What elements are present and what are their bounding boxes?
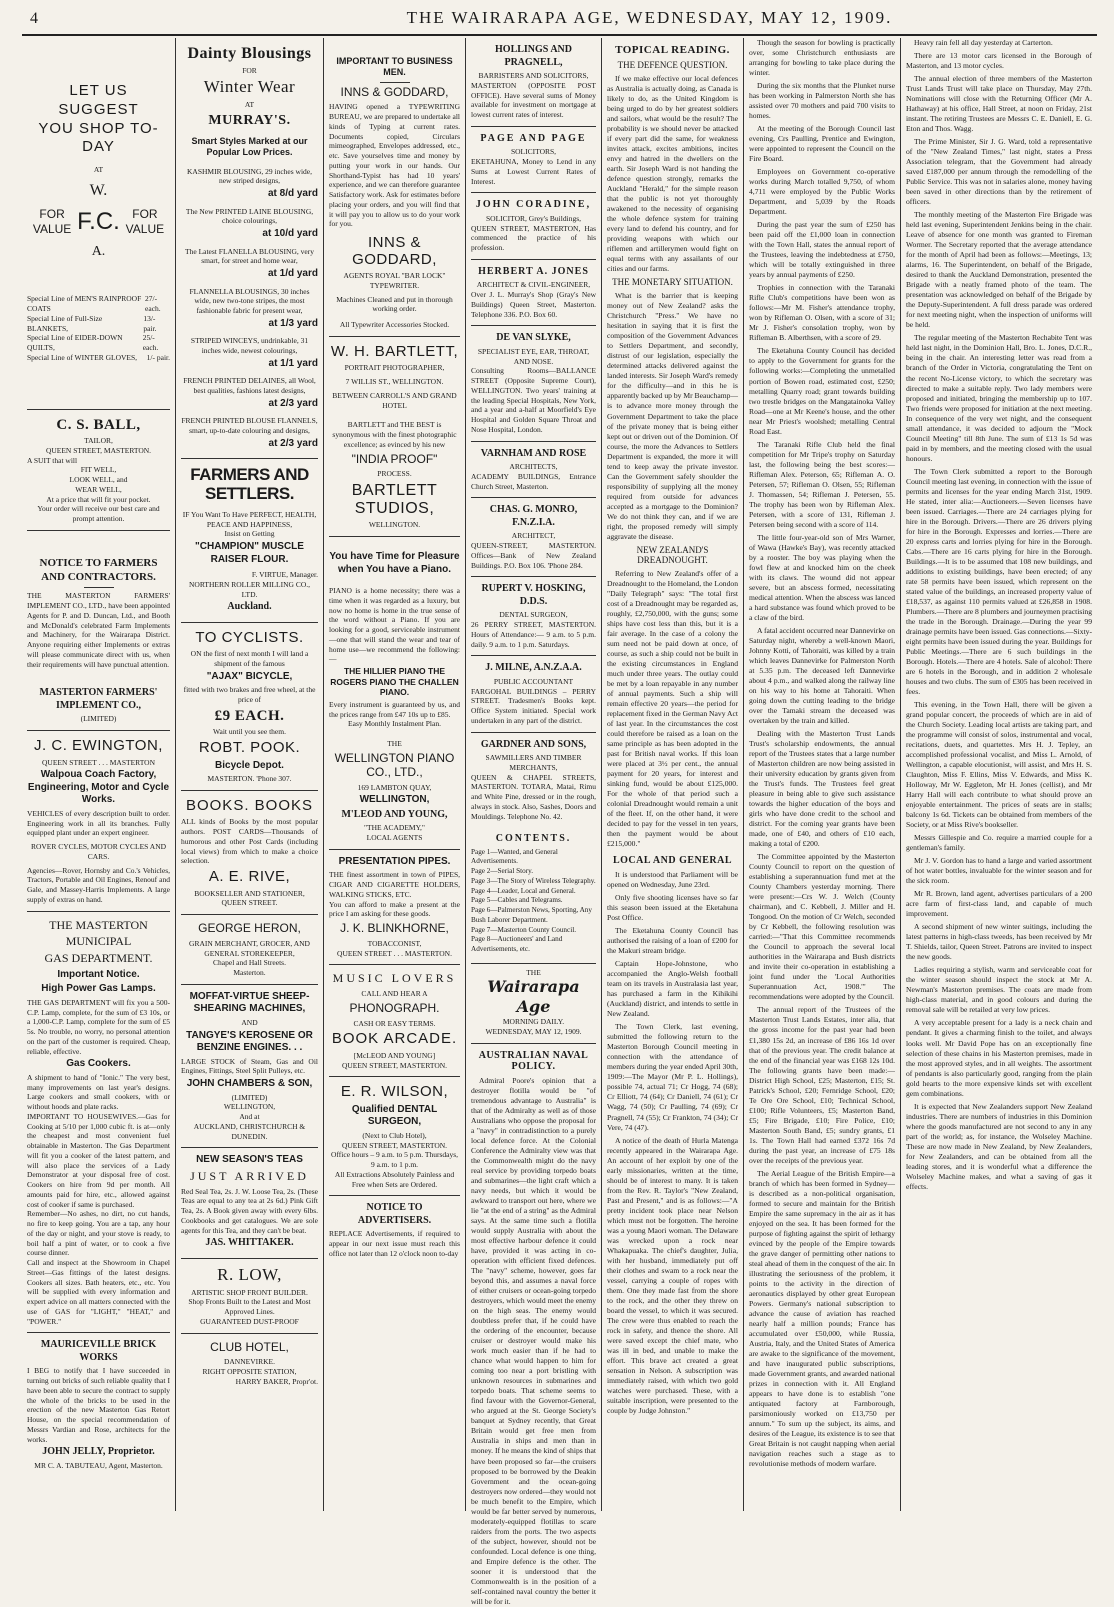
wilson-hours: Office hours – 9 a.m. to 5 p.m. Thursdays, 9 a.m. to 1 p.m.: [331, 1150, 458, 1170]
list-item-price: at 1/1 yard: [268, 357, 318, 369]
list-item-price: at 10/d yard: [262, 228, 318, 240]
club-name: CLUB HOTEL,: [210, 1339, 289, 1354]
contents-title: CONTENTS.: [495, 833, 572, 845]
blouse-title: MURRAY'S.: [208, 112, 291, 128]
gas-title: THE MASTERTON: [49, 917, 148, 932]
article-paragraph: The monthly meeting of the Masterton Fire Brigade was held last evening, Superintendent Jenkins being in the chair. Leave of absence for one month was granted to Fireman Wormer. The Secretary reported that the average attendance for the month of April had been as follows:—Meetings, 13; alarms, 16. The Superintendent, on behalf of the Brigade, desired to thank the Auckland Demonstration, presented the Brigade with a neatly framed photo of the team. The presentation was acknowledged on behalf of the Brigade by the Deputy-Superintendent. A full dress parade was ordered for next meeting night, when the inspection of uniforms will be held.: [906, 210, 1092, 330]
wilson-trade: Qualified DENTAL SURGEON,: [351, 1103, 438, 1128]
music-title: MUSIC LOVERS: [332, 971, 457, 986]
piano-ad: [329, 537, 460, 850]
list-item: Page 7—Masterton County Council.: [471, 925, 577, 934]
wilson-addr: QUEEN STREET, MASTERTON.: [341, 1140, 448, 1150]
contents-list: [471, 848, 596, 955]
list-item: Special Line of WINTER GLOVES, 1/- pair.: [27, 352, 170, 362]
column-5: [602, 38, 743, 1511]
moffat-and2: And at: [239, 1112, 260, 1122]
wilson-ad: [329, 1077, 460, 1196]
article-paragraph: A second shipment of new winter suitings, including the latest patterns in high-class tweeds, has been received by Mr T. Shields, tailor, Queen Street. Patrons are invited to inspect the new goods.: [906, 922, 1092, 962]
piano-body: PIANO is a home necessity; there was a time when it was regarded as a luxury, but now no home is home in the true sense of the word without a Piano. If you are looking for a good, serviceable instrument—one that will stand the wear and tear of home use—we recommend the following:—: [329, 586, 460, 664]
piano-academy: "THE ACADEMY,": [364, 823, 425, 833]
nameplate-date: WEDNESDAY, MAY 12, 1909.: [485, 1027, 582, 1037]
bartlett-proof: "INDIA PROOF": [351, 451, 438, 466]
pipes-addr: QUEEN STREET . . . MASTERTON.: [337, 948, 452, 958]
wilson-body: All Extractions Absolutely Painless and Free when Sets are Ordered.: [334, 1169, 455, 1189]
shop-ad-right: FOR VALUE: [125, 206, 165, 236]
article-paragraph: Though the season for bowling is practically over, some Christchurch enthusiasts are arranging for bowling to take place during the winter.: [749, 38, 895, 78]
shop-ad-c: C.: [95, 207, 120, 235]
ball-name: C. S. BALL,: [56, 416, 141, 433]
bartlett-name: W. H. BARTLETT,: [330, 342, 459, 360]
list-item: Page 4—Leader, Local and General.: [471, 886, 576, 895]
piano-local: LOCAL AGENTS: [366, 833, 423, 842]
article-paragraph: During the past year the sum of £250 has been paid off the £1,000 loan in connection with the Town Hall, states the annual report of the Trustees, leaving the indebtedness at £750, which will be totally extinguished in three years by annual payments of £250.: [749, 220, 895, 280]
professional-card: HOLLINGS AND PRAGNELL, BARRISTERS AND SOLICITORS, MASTERTON (OPPOSITE POST OFFICE). Have several sums of Money available for investment on mortgage at lowest current rates of interest.: [471, 38, 596, 127]
ball-line: WEAR WELL,: [75, 484, 122, 494]
article-subtitle: NEW ZEALAND'S DREADNOUGHT.: [636, 544, 709, 565]
column-2: [176, 38, 323, 1511]
blouse-title: Winter Wear: [203, 77, 296, 97]
article-paragraph: Mr R. Brown, land agent, advertises particulars of a 200 acre farm of first-class land, and capable of much improvement.: [906, 889, 1092, 919]
advertisers-body: REPLACE Advertisements, if required to appear in our next issue must reach this office not later than 12 o'clock noon to-day: [329, 1229, 460, 1258]
cyclists-name: ROBT. POOK.: [198, 739, 301, 757]
business-ad: [329, 38, 460, 337]
ball-trade: TAILOR,: [84, 436, 113, 445]
farmers-sig: MASTERTON FARMERS' IMPLEMENT CO.,: [39, 687, 158, 711]
masthead-title: THE WAIRARAPA AGE, WEDNESDAY, MAY 12, 1909.: [406, 8, 893, 27]
column-4: [466, 38, 601, 1606]
gas-body: Remember—No ashes, no dirt, no cut hands, no fire to keep going. You are a tap, any hour of the day or night, and your stove is ready, to boil half a pint of water, or to cook a five course dinner.: [27, 1209, 170, 1258]
brick-ad: [27, 1333, 170, 1476]
professional-card: J. MILNE, A.N.Z.A.A. PUBLIC ACCOUNTANT FARGOHAL BUILDINGS – PERRY STREET. Tradesmen's Books kept. Office System initiated. Special work undertaken in any part of the district.: [471, 656, 596, 732]
nameplate-the: THE: [526, 967, 541, 977]
ball-line: Your order will receive our best care and prompt attention.: [37, 504, 160, 523]
club-body: RIGHT OPPOSITE STATION,: [202, 1367, 297, 1377]
masthead: [22, 6, 1097, 36]
list-item-price: at 1/3 yard: [268, 317, 318, 329]
business-firm: INNS & GODDARD,: [352, 234, 437, 268]
article-paragraph: The annual election of three members of the Masterton Trust Lands Trust will take place on Thursday, May 27th. Nominations will close with the Returning Officer (Mr A. Hathaway) at his office, Hall Street, at noon on Friday, 21st instant. The retiring Trustees are Messrs C. E. Daniell, E. G. Eton and Thos. Wagg.: [906, 74, 1092, 134]
bartlett-process: PROCESS.: [377, 469, 412, 479]
article-paragraph: The Town Clerk submitted a report to the Borough Council meeting last evening, in connection with the issue of permits and licenses for the year ending March 31st, 1909. He stated, inter alia:—Auctioneers.—Seven licenses have been issued. Carriages.—There are 24 carriages plying for hire in the Borough. Drivers.—There are 26 drivers plying for hire in the Borough. Expresses and lorries.—There are 20 express carts and lorries plying for hire in the Borough. Cabs.—There are 16 carts plying for hire in the Borough. Buildings.—It is to be assumed that 108 new buildings, and additions to existing buildings, have been erected; of any rate 58 permits have been issued, which represent on the stated value of the buildings, an increased property value of £18,537, as against 110 permits valued at £26,858 in 1908. Plumbers.—There are 8 plumbers and journeymen practising the trade in the Borough. Drainage.—During the year 99 drainage permits have been issued. Gas connections.—Sixty-eight permits have been issued during the year. Buildings for Public Meetings.—There are 6 such buildings in the Borough. Hotels.—There are 4 hotels. Sale of alcohol: There are 6 hotels in the Borough, and in addition 2 wholesale houses and two clubs. The sum of £305 has been received in fees.: [906, 466, 1092, 696]
shop-ad: [27, 38, 170, 410]
list-item-price: at 2/3 yard: [268, 397, 318, 409]
article-title: AUSTRALIAN NAVAL POLICY.: [478, 1049, 589, 1072]
article-paragraph: During the six months that the Plunket nurse has been working in Palmerston North she has assisted over 70 mothers and paid 700 visits to homes.: [749, 81, 895, 121]
shop-ad-value-row: [27, 207, 170, 237]
dreadnought-article: [607, 545, 738, 849]
teas-ad: [181, 1148, 318, 1259]
brick-agent: MR C. A. TABUTEAU, Agent, Masterton.: [34, 1460, 163, 1470]
settlers-co: NORTHERN ROLLER MILLING CO., LTD.: [189, 579, 310, 599]
music-addr: QUEEN STREET, MASTERTON.: [341, 1060, 448, 1070]
article-paragraph: A notice of the death of Hurla Matenga recently appeared in the Wairarapa Age. An account of her exploit by one of the early missionaries, written at the time, should be of interest to many. It is taken from the Rev. R. Taylor's "New Zealand, Past and Present," and is as follows:—"A pretty incident took place near Nelson which must not be forgotten. The heroine was a young Maori woman. The Delaware was wrecked upon a rock near Whakapuaka. The chief's daughter, Julia, with her husband, immediately put off their clothes and swam to a rock near the vessel, carrying a couple of ropes with them. One they made fast from the shore to the rock, and the other they threw on board the vessel, to which it was secured. The crew were thus enabled to reach the rock in safety, and thence the shore. All were saved except the chief mate, who was ill in bed, and unable to make the effort. This brave act created a great sensation in Nelson. A subscription was immediately raised, with which two gold watches were purchased. These, with a suitable inscription, were presented to the couple by Judge Johnston.": [607, 1135, 738, 1415]
article-paragraph: What is the barrier that is keeping money out of New Zealand? asks the Christchurch "Press." We have no hesitation in saying that it is first the composition of the Government Advances to Settlers Department, and secondly, distrust of our legislation, especially the determined attacks delivered against the landed interests. Sir Joseph Ward's remedy for the difficulty—and in this he is apparently backed up by Mr Beauchamp—is to advance more money through the Government Department to take the place of the private money that is being either kept out or driven out of the Dominion. Of course, the more the Advances to Settlers Department is expanded, the more it will tend to keep away the private investor. Can the Government safely shoulder the responsibility of supplying all the money required from outside for advances accepted as a mortgage to the Dominion? We do not think they can, and if we are right, the proposed remedy will simply aggravate the disease.: [607, 291, 738, 541]
heron-body: GRAIN MERCHANT, GROCER, AND GENERAL STOREKEEPER,: [189, 938, 310, 958]
moffat-title: TANGYE'S KEROSENE OR BENZINE ENGINES. . .: [186, 1029, 313, 1054]
gas-body: THE GAS DEPARTMENT will fix you a 500-C.P. Lamp, complete, for the sum of £3 10s, or a 1,000-C.P. Lamp, complete for the sum of £5 5s. No trouble, no worry, no personal attention on the part of the customer is required. Cheap, reliable, effective.: [27, 997, 170, 1056]
piano-city: WELLINGTON,: [359, 794, 430, 806]
article-paragraph: Heavy rain fell all day yesterday at Carterton.: [914, 38, 1053, 47]
piano-co: WELLINGTON PIANO CO., LTD.,: [334, 750, 455, 779]
cyclists-wait: Wait until you see them.: [213, 727, 286, 737]
low-dust: GUARANTEED DUST-PROOF: [200, 1316, 299, 1326]
bartlett-addr: 7 WILLIS ST., WELLINGTON.: [345, 377, 444, 387]
gas-body: Call and inspect at the Showroom in Chapel Street—Gas fittings of the latest designs. Cookers all sizes. Bath heaters, etc., etc. You will be supplied with every information and expert advice on all matters connected with the use of GAS for "LIGHT," "HEAT," and "POWER.": [27, 1258, 170, 1326]
music-ad: [329, 965, 460, 1077]
blouse-title: Dainty Blousings: [187, 45, 312, 62]
article-paragraph: The Town Clerk, last evening, submitted the following return to the Masterton Borough Council meeting in connection with the attendance of members during the year ended April 30th, 1909:—The Mayor (Mr P. L. Hollings), possible 74, actual 71; Cr Hogg, 74 (68); Cr Elliott, 74 (64); Cr Daniell, 74 (61); Cr Wagg, 74 (50); Cr Paulling, 74 (69); Cr Pragnell, 74 (55); Cr Frankton, 74 (34); Cr Vere, 74 (47).: [607, 1022, 738, 1132]
moffat-title: MOFFAT-VIRTUE SHEEP-SHEARING MACHINES,: [189, 990, 310, 1015]
settlers-title: FARMERS AND SETTLERS.: [190, 465, 309, 504]
list-item: Special Line of EIDER-DOWN QUILTS, 25/- each.: [27, 333, 159, 352]
heron-city: Masterton.: [233, 968, 266, 978]
gas-title: GAS DEPARTMENT.: [44, 951, 153, 966]
piano-title: You have Time for Pleasure when You have a Piano.: [329, 551, 460, 575]
article-subtitle: THE DEFENCE QUESTION.: [617, 60, 728, 70]
article-paragraph: A fatal accident occurred near Dannevirke on Saturday night, whereby a well-known Maori, Johnny Kotti, of Tahoraiti, was killed by a train which leaves Dannevirke for Palmerston North at 5.35 p.m. The deceased left Dannevirke about 4 p.m., and walked along the railway line on his way to his home at Tahoraiti. When going down the cutting leading to the bridge over the Tamaki stream the deceased was overtaken by the train and killed.: [749, 625, 895, 726]
moffat-body: LARGE STOCK of Steam, Gas and Oil Engines, Fittings, Steel Split Pulleys, etc.: [181, 1056, 318, 1076]
ewington-line: ROVER CYCLES, MOTOR CYCLES AND CARS.: [30, 842, 167, 861]
article-paragraph: Referring to New Zealand's offer of a Dreadnought to the Homeland, the London "Daily Telegraph" says: "The total first cost of a Dreadnought may be regarded as, roughly, £2,750,000, with the guns; some ships have cost less than this, but it is a fair average. In the case of a colony the sum need not be paid down at once, of course, as such a ship could not be built in the existing circumstances in England much under three years. The outlay could be met by a loan repayable in any number of annual payments. Such a ship will remain effective 20 years—the period for replacement fixed in the German Navy Act of last year. In the circumstances the cost could therefore be raised as a loan on the same principle as has been adopted in the past for British naval works. If this loan were placed at 3½ per cent., the annual payment for 20 years, for interest and sinking fund, would be about £125,000. For the whole of that period such a colonial Dreadnought would remain a unit of the fleet. If, on the other hand, it were decided to pay for the vessel in ten years, then the payment would be about £215,000.": [607, 568, 738, 849]
shop-ad-left: FOR VALUE: [32, 206, 72, 236]
teas-arrived: JUST ARRIVED: [190, 1168, 309, 1183]
cyclists-price: £9 EACH.: [214, 707, 285, 724]
nameplate-daily: MORNING DAILY.: [502, 1017, 565, 1027]
pipes-body: You can afford to make a present at the price I am asking for these goods.: [329, 899, 460, 919]
music-firm: [McLEOD AND YOUNG]: [353, 1050, 436, 1060]
piano-names: THE HILLIER PIANO THE ROGERS PIANO THE CHALLEN PIANO.: [330, 666, 459, 698]
list-item: Special Line of Full-Size BLANKETS, 13/- pair.: [27, 313, 157, 333]
list-item: FRENCH PRINTED DELAINES, all Wool, best qualities, fashions latest designs,: [183, 376, 316, 396]
list-item: Page 1—Wanted, and General Advertisements.: [471, 847, 558, 866]
shop-ad-lines: [27, 294, 170, 362]
list-item: FLANNELLA BLOUSINGS, 30 inches wide, new two-tone stripes, the most fashionable fabric for present wear,: [189, 286, 310, 316]
advertisers-title: NOTICE TO ADVERTISERS.: [357, 1202, 432, 1226]
business-agents: AGENTS ROYAL "BAR LOCK" TYPEWRITER.: [343, 271, 446, 290]
advertisers-notice: [329, 1196, 460, 1264]
bartlett-between: BETWEEN CARROLL'S AND GRAND HOTEL: [332, 390, 457, 410]
list-item: The Latest FLANELLA BLOUSING, very smart, for street and home wear,: [185, 246, 314, 266]
settlers-product: "CHAMPION" MUSCLE RAISER FLOUR.: [195, 541, 304, 565]
ball-line: A SUIT that will: [27, 455, 78, 465]
blouse-for: FOR: [242, 65, 257, 75]
moffat-firm: JOHN CHAMBERS & SON,: [186, 1078, 313, 1090]
ewington-body: VEHICLES of every description built to order. Engineering work in all its branches. Fully equipped plant under an expert engineer.: [27, 808, 170, 838]
piano-the: THE: [387, 739, 402, 749]
farmers-body: THE MASTERTON FARMERS' IMPLEMENT CO., LTD., have been appointed Agents for P. and D. Duncan, Ltd., and Booth and McDonald's celebrated Farm Implements and Machinery, for the Wairarapa District. Anyone requiring either Implements or extras will please communicate direct with us, when their requirements will have punctual attention.: [27, 591, 170, 669]
article-paragraph: This evening, in the Town Hall, there will be given a grand popular concert, the proceeds of which are in aid of the Church Society. Leading local artists are taking part, and the programme will consist of solos, instrumental and vocal, recitations, duets, and quartettes. Mrs H. J. Tepley, an accomplished professional vocalist, and Miss L. Arnold, of Wellington, a capable elocutionist, will assist, and Mrs H. S. Claughton, Miss F. Ellins, Miss V. Edwards, and Miss K. Holloway, Mr W. Eggleton, Mr H. Jones (cellist), and Mr Harry Hall will each contribute to what should prove an enjoyable entertainment. The prices of seats are in stalls; balcony 1s 6d. Tickets can be obtained from members of the Society, or at Miss Rive's bookseller.: [906, 700, 1092, 830]
moffat-ltd: (LIMITED): [231, 1092, 268, 1102]
cyclists-body: fitted with two brakes and free wheel, at the price of: [183, 685, 316, 705]
moffat-city: WELLINGTON,: [223, 1102, 276, 1112]
column-1: [22, 38, 175, 1511]
cyclists-title: TO CYCLISTS.: [195, 628, 304, 646]
moffat-and: AND: [241, 1017, 258, 1027]
business-body: Machines Cleaned and put in thorough working order.: [336, 294, 453, 314]
club-sig: HARRY BAKER, Propr'ot.: [235, 1376, 318, 1386]
settlers-sig: F. VIRTUE, Manager.: [251, 570, 318, 580]
settlers-city: Auckland.: [227, 601, 272, 613]
piano-terms: Easy Monthly Instalment Plan.: [348, 719, 441, 729]
brick-title: MAURICEVILLE BRICK WORKS: [40, 1339, 157, 1363]
article-paragraph: The Aerial League of the British Empire—a branch of which has been formed in Sydney—is described as a non-political organisation, formed to secure and maintain for the British Empire the same supremacy in the air as it has enjoyed on the sea. It has been formed for the purpose of fighting against the spirit of lethargy evinced by the people of the Empire towards the grave danger of permitting other nations to steal ahead of them in the conquest of the air. In illustrating the seriousness of the problem, it points to the activity in the direction of aeronautics displayed by other great European Powers. Germany's national subscription to advance the cause of aviation has reached nearly half a million pounds; France has accumulated over £50,000, while Russia, Austria, Italy, and the United States of America are awake to the significance of the movement, and have inaugurated public subscriptions, made Government grants, and awarded national prizes in connection with it. All England appears to have done is to establish "one antiquated factory at Farnborough, parsimoniously worked on £13,750 per annum." To sum up the subject, its aims, and desires of the League, its existence is to see that Great Britain is not caught napping when aerial navigation reaches such a stage as to revolutionise methods of modern warfare.: [749, 1168, 895, 1469]
farmers-title: NOTICE TO FARMERS AND CONTRACTORS.: [39, 556, 158, 583]
professional-card: VARNHAM AND ROSE ARCHITECTS, ACADEMY BUILDINGS, Entrance Church Street, Masterton.: [471, 442, 596, 499]
column-6: [744, 38, 900, 1511]
article-paragraph: At the meeting of the Borough Council last evening, Crs Paulling, Prentice and Ewington, were appointed to represent the Council on the Fire Board.: [749, 124, 895, 164]
shop-ad-at: AT: [93, 165, 104, 174]
ewington-sub: Walpoua Coach Factory, Engineering, Motor and Cycle Works.: [27, 769, 170, 806]
paper-nameplate: [471, 964, 596, 1044]
ewington-ad: [27, 731, 170, 912]
low-ad: [181, 1259, 318, 1334]
shop-ad-w: W.: [89, 181, 108, 199]
books-trade: BOOKSELLER AND STATIONER,: [194, 888, 305, 898]
article-paragraph: It is understood that Parliament will be opened on Wednesday, June 23rd.: [607, 870, 738, 890]
settlers-insist: Insist on Getting: [224, 529, 275, 539]
article-paragraph: The Prime Minister, Sir J. G. Ward, told a representative of the "New Zealand Times," last night, states a Press Association telegram, that the Government had already saved £187,000 per annum through the remodelling of the Public Service. This was not in salaries alone, money having been saved in other directions than by the retirement of officers.: [906, 137, 1092, 207]
article-paragraph: Messrs Gillespie and Co. require a married couple for a gentleman's family.: [906, 833, 1092, 853]
article-paragraph: It is expected that New Zealanders support New Zealand industries. There are numbers of industries in this Dominion where the goods manufactured are not second to any in any part of the world; as, for instance, the Wolseley Machine. These are now made in New Zealand, by New Zealanders, for New Zealanders, and can be obtained from all the leading stores, and it is wonderful what a difference the Wolseley Machine makes, and what a saving of gas it effects.: [906, 1101, 1092, 1191]
pipes-ad: [329, 850, 460, 966]
list-item: STRIPED WINCEYS, undrinkable, 31 inches wide, newest colourings,: [190, 336, 309, 356]
business-firm: INNS & GODDARD,: [340, 84, 449, 99]
ewington-agencies: Agencies—Rover, Hornsby and Co.'s Vehicles, Tractors, Portable and Oil Engines, Renouf and Gale, and Massey-Harris Implements. A large supply of extras on hand.: [27, 865, 170, 904]
gas-ad: [27, 912, 170, 1334]
column-7: [901, 38, 1097, 1511]
professional-card: HERBERT A. JONES ARCHITECT & CIVIL-ENGINEER, Over J. L. Murray's Shop (Gray's New Buildings) Queen Street, Masterton. Telephone 336. P.O. Box 60.: [471, 260, 596, 327]
business-body: All Typewriter Accessories Stocked.: [339, 320, 450, 330]
heron-addr: Chapel and Hall Streets.: [213, 958, 286, 968]
article-subtitle: THE MONETARY SITUATION.: [612, 277, 733, 288]
piano-addr: 169 LAMBTON QUAY,: [357, 782, 432, 792]
wilson-near: (Next to Club Hotel),: [362, 1130, 427, 1140]
shop-ad-line1: LET US SUGGEST: [58, 82, 139, 118]
article-paragraph: The annual report of the Trustees of the Masterton Trust Lands Estates, inter alia, that the gross income for the past year had been £1,380 15s 2d, an increase of £86 16s 1d over that of the previous year. The credit balance at the end of the financial year was £168 12s 10d. The following grants have been made:—District High School, £25; Masterton, £15; St. Patrick's School, £20; Fernridge School, £20; Te Ore Ore School, £10; Technical School, £100; Rifle Volunteers, £5; Masterton Band, £5; Fire Brigade, £10; Fire Police, £10; Masterton South Band, £5; sundry grants, £1 1s. The Town Hall had earned £372 16s 7d during the past year, an increase of £75 18s over the receipts of the previous year.: [749, 1005, 895, 1165]
music-body: CALL AND HEAR A: [361, 989, 428, 999]
list-item-price: at 1/d yard: [267, 268, 318, 280]
teas-name: JAS. WHITTAKER.: [205, 1237, 294, 1249]
books-ad: [181, 791, 318, 915]
books-name: A. E. RIVE,: [208, 868, 291, 886]
piano-agents: M'LEOD AND YOUNG,: [341, 808, 448, 820]
bartlett-body: BARTLETT and THE BEST is synonymous with the finest photographic excellence; as evinced by his new: [332, 420, 457, 449]
topical-article: [607, 44, 738, 274]
list-item-price: at 2/3 yard: [268, 437, 318, 449]
books-title: BOOKS. BOOKS: [185, 796, 314, 814]
article-paragraph: The Eketahuna County Council has authorised the raising of a loan of £200 for the Makuri stream bridge.: [607, 926, 738, 956]
article-paragraph: Mr J. V. Gordon has to hand a large and varied assortment of hot water bottles, invaluable for the winter season and for the sick room.: [906, 856, 1092, 886]
bartlett-trade: PORTRAIT PHOTOGRAPHER,: [344, 363, 445, 373]
list-item: Page 6—Palmerston News, Sporting, Any Bush Laborer Department.: [471, 906, 592, 924]
list-item: Page 8—Auctioneers' and Land Advertisements, etc.: [471, 935, 563, 953]
gas-body: IMPORTANT TO HOUSEWIVES.—Gas for Cooking at 5/10 per 1,000 cubic ft. is at—only the cheapest and most convenient fuel obtainable in Masterton. The Gas Department will fit you a cooker of the latest pattern, and will also place the services of a Lady Demonstrator at your disposal free of cost. Cookers on hire from 9d per month. All amounts paid for hire, etc., allowed against cost of cooker if same is purchased.: [27, 1111, 170, 1209]
list-item: FRENCH PRINTED BLOUSE FLANNELS, smart, up-to-date colouring and designs,: [181, 416, 318, 436]
low-body: Shop Fronts Built to the Latest and Most Approved Lines.: [188, 1297, 311, 1317]
business-title: IMPORTANT TO BUSINESS MEN.: [336, 56, 453, 78]
club-city: DANNEVIRKE.: [223, 1357, 276, 1367]
article-paragraph: Ladies requiring a stylish, warm and serviceable coat for the winter season should inspect the stock at Mr A. Newman's Masterton premises. The coats are made from high-class material, and in good colours and during the removal sale will be retailed at very low prices.: [906, 965, 1092, 1015]
bartlett-ad: [329, 337, 460, 537]
pipes-title: PRESENTATION PIPES.: [338, 855, 451, 867]
blouse-ad: [181, 38, 318, 459]
pipes-body: THE finest assortment in town of PIPES, CIGAR AND CIGARETTE HOLDERS, WALKING STICKS, ETC.: [329, 870, 460, 899]
bartlett-studios: BARTLETT STUDIOS,: [351, 482, 438, 517]
pipes-trade: TOBACCONIST,: [367, 938, 422, 948]
ball-addr: QUEEN STREET, MASTERTON.: [45, 445, 152, 455]
blouse-items: [181, 167, 318, 451]
cyclists-bike: "AJAX" BICYCLE,: [206, 670, 293, 682]
gas-title: MUNICIPAL: [65, 934, 132, 949]
gas-body: A shipment to hand of "Ionic." The very best, many improvements on last year's designs. Large cookers and small cookers, with or without hoods and plate racks.: [27, 1072, 170, 1112]
music-arcade: BOOK ARCADE.: [331, 1030, 458, 1048]
article-paragraph: Trophies in connection with the Taranaki Rifle Club's competitions have been won as follows:—Mr M. Fisher's attendance trophy, won by Rifleman O. Olsen, with a score of 31; Mr J. Fisher's consolation trophy, won by Rifleman B. Alberthsen, with a score of 29.: [749, 283, 895, 343]
cyclists-ad: [181, 623, 318, 791]
cyclists-addr: MASTERTON. 'Phone 307.: [207, 774, 292, 784]
naval-article: [471, 1050, 596, 1607]
ewington-addr: QUEEN STREET . . . MASTERTON: [41, 757, 156, 767]
wilson-name: E. R. WILSON,: [340, 1083, 449, 1101]
teas-title: NEW SEASON'S TEAS: [196, 1154, 303, 1166]
article-paragraph: The Committee appointed by the Masterton County Council to report on the question of establishing a superannuation fund met at the County Chambers yesterday morning. There were present:—Crs W. J. Welch (County chairman), and C. Kebbell, J. Miller and H. Tongood. On the motion of Cr Welch, seconded by Cr Kebbell, the following resolution was carried:—"That this Committee recommends the Council to approach the several local authorities in the Wairarapa and Bush districts and invite their co-operation in establishing a joint fund under the 'Local Authorities Superannuation Act, 1908.'" The recommendations were adopted by the Council.: [749, 852, 895, 1002]
list-item: Page 3—The Story of Wireless Telegraphy.: [471, 876, 596, 885]
shop-ad-f: F.: [77, 207, 96, 235]
piano-body: Every instrument is guaranteed by us, and the prices range from £47 10s up to £85.: [329, 699, 460, 719]
article-paragraph: The Taranaki Rifle Club held the final competition for Mr Tripe's trophy on Saturday last, the following being the best scores:—Rifleman Alex. Peterson, 65; Rifleman A. O. Petersen, 57; Rifleman O. Olsen, 55; Rifleman J. Thomassen, 54; Rifleman J. Petersen, 55. The trophy has been won by Rifleman Alex. Petersen, with a score of 131, Rifleman J. Petersen being second with a score of 114.: [749, 439, 895, 529]
ball-ad: [27, 410, 170, 531]
list-item: KASHMIR BLOUSING, 29 inches wide, new striped designs,: [187, 166, 312, 186]
professional-card: GARDNER AND SONS, SAWMILLERS AND TIMBER MERCHANTS, QUEEN & CHAPEL STREETS, MASTERTON. TOTARA, Matai, Rimu and White Pine, dressed or in the rough, always in stock. Also, Sashes, Doors and Mouldings. Telephone No. 42.: [471, 738, 596, 821]
low-trade: ARTISTIC SHOP FRONT BUILDER.: [191, 1287, 308, 1297]
contents-box: [471, 827, 596, 963]
professional-cards: [471, 38, 596, 827]
teas-body: Red Seal Tea, 2s. J. W. Loose Tea, 2s. (These Teas are equal to any tea at 2s 6d.) Pink Gift Tea, 2s. A Book given away with every 6lbs. Cookbooks and get catalogues. We are sole agents for this Tea, and they can't be beat.: [181, 1186, 318, 1235]
monetary-article: [607, 277, 738, 541]
article-paragraph: Admiral Poore's opinion that a destroyer flotilla would be "of tremendous advantage to Australia" is that of the Admiralty as well as of those Australians who oppose the proposal for a "navy" in contradistinction to a purely local defence force. At the Colonial Conference the Admiralty view was that the Commonwealth might do the navy real service by providing torpedo boats and submarines—the light craft which a navy needs, but which it would be awkward to transport out here, where we lie "at the end of a string" as the Admiral says. At the same time such a flotilla would supply Australia with about the most effective harbour defence it could have, provided it was acting in co-operation with efficient fixed defences. The "navy" scheme, however, goes far beyond this, and assumes a naval force of either cruisers or ocean-going torpedo destroyers, which would meet the enemy on the high seas. The enemy would doubtless prefer that, if he could have the ordering of the encounter, because cruiser or destroyer would make his work much easier than if he had to chance what would happen to him for coming too near a port bristling with unknown resources in submarines and torpedo boats. That scheme seems to find favour with the Governor-General, who argued at the St. George Society's banquet at Sydney recently, that Great Britain would get free men from Australia in ships and men than in money. If he means the kind of ships that have been proposed so far—the cruisers proposed to be borrowed by the Deakin Government and the ocean-going destroyers now ordered—they would not be much benefit to the Empire, which would be far better served by numerous, moderately-equipped flotillas to scare raiders from the ports. The two aspects of the subject, however, should not be confounded. Local defence is one thing, and Empire defence is the other. The sooner it is understood that the Commonwealth is in the position of a self-contained naval country the better it will be for it.: [471, 1075, 596, 1606]
brick-sig: JOHN JELLY, Proprietor.: [42, 1446, 155, 1458]
page-number: 4: [30, 10, 38, 27]
music-terms: CASH OR EASY TERMS.: [353, 1018, 436, 1028]
pipes-name: J. K. BLINKHORNE,: [340, 921, 449, 935]
blouse-at: AT: [244, 100, 255, 110]
music-phono: PHONOGRAPH.: [349, 1000, 440, 1015]
ball-line: LOOK WELL, and: [69, 475, 128, 484]
article-paragraph: If we make effective our local defences as Australia is actually doing, as Canada is likely to do, as the United Kingdom is being urged to do by her greatest soldiers and sailors, what would be the result? The probability is we should never be attacked if every part did the same, for weakness invites attack, excites ambitions, incites envy and hatred in the dwellers on the earth. Sir Joseph Ward is not handing the defence question strongly, remarks the Auckland "Herald," for the simple reason that the public is not yet thoroughly awakened to the necessity of organising the whole defence system for training every land to defend his country, and for providing weapons with which our riflemen and artillerymen would fight on equal terms with any assailants of our cities and our farms.: [607, 74, 738, 274]
moffat-cities: AUCKLAND, CHRISTCHURCH & DUNEDIN.: [193, 1121, 306, 1141]
club-hotel-ad: [181, 1334, 318, 1393]
farmers-notice: [27, 531, 170, 731]
professional-card: CHAS. G. MONRO, F.N.Z.I.A. ARCHITECT, QUEEN-STREET, MASTERTON. Offices—Bank of New Zealand Buildings. P.O. Box 106. 'Phone 284.: [471, 498, 596, 577]
ewington-name: J. C. EWINGTON,: [34, 737, 163, 754]
article-paragraph: Employees on Government co-operative works during March totalled 9,750, of whom 4,711 were employed by the Public Works Department, and 5,039 by the Roads Department.: [749, 167, 895, 217]
cyclists-depot: Bicycle Depot.: [215, 759, 284, 771]
farmers-ltd: (LIMITED): [80, 714, 117, 724]
gas-notice: Important Notice.: [57, 968, 140, 980]
heron-name: GEORGE HERON,: [198, 921, 301, 936]
article-title: LOCAL AND GENERAL: [612, 855, 733, 867]
list-item: Special Line of MEN'S RAINPROOF COATS 27/- each.: [27, 294, 161, 313]
gas-cookers: Gas Cookers.: [66, 1058, 131, 1070]
column-3: [324, 38, 465, 1511]
shop-ad-a: A.: [91, 243, 106, 259]
professional-card: RUPERT V. HOSKING, D.D.S. DENTAL SURGEON, 26 PERRY STREET, MASTERTON. Hours of Attendance:— 9 a.m. to 5 p.m. daily. 9 a.m. to 1 p.m. Saturdays.: [471, 577, 596, 656]
article-paragraph: Captain Hope-Johnstone, who accompanied the Anglo-Welsh football team on its travels in Australasia last year, has purchased a farm in the Kihikihi (Auckland) district, and intends to settle in New Zealand.: [607, 959, 738, 1019]
list-item: The New PRINTED LAINE BLOUSING, choice colourings,: [185, 206, 314, 226]
cyclists-body: ON the first of next month I will land a shipment of the famous: [190, 649, 309, 669]
books-addr: QUEEN STREET.: [221, 898, 278, 908]
shop-ad-line2: YOU SHOP TO-DAY: [38, 119, 159, 156]
article-title: TOPICAL READING.: [615, 44, 730, 56]
books-body: ALL kinds of Books by the most popular authors. POST CARDS—Thousands of humorous and other Post Cards (including local views) from which to make a choice selection.: [181, 817, 318, 866]
professional-card: JOHN CORADINE, SOLICITOR, Grey's Buildings, QUEEN STREET, MASTERTON, Has commenced the practice of his profession.: [471, 193, 596, 260]
article-paragraph: The Eketahuna County Council has decided to apply to the Government for grants for the following works:—Completing the unmetalled portion of Bowen road, estimated cost, £250; metalling Quarry road; grant towards building two trestle bridges on the Mangatainoka Valley Road—one at Mr Keene's house, and the other near Mr Priest's woolshed; metalling Central Road East.: [749, 346, 895, 436]
bartlett-city: WELLINGTON.: [368, 520, 421, 530]
article-paragraph: A very acceptable present for a lady is a neck chain and pendant. It gives a charming finish to the toilet, and always looks well. Mr David Pope has on an exceptionally fine selection of these chains in his Masterton premises, made in the most approved styles, and in all weights. The assortment of pendants is also particularly good, ranging from the plain gold hearts to the more expensive kinds set with excellent gem combinations.: [906, 1018, 1092, 1098]
settlers-body: IF You Want To Have PERFECT, HEALTH, PEACE AND HAPPINESS,: [182, 509, 317, 529]
ball-line: At a price that will fit your pocket.: [46, 494, 151, 504]
gas-lamps: High Power Gas Lamps.: [41, 983, 156, 995]
list-item-price: at 8/d yard: [267, 188, 318, 200]
article-paragraph: The regular meeting of the Masterton Rechabite Tent was held last night, in the Dominion Hall, Bro. L. Jones, D.C.R., being in the chair. An interesting letter was read from a branch of the Order in Victoria, congratulating the Tent on the recent No-License victory, to which the secretary was directed to make a suitable reply. Two lady members were proposed and initiated, bringing the membership up to 107. Two friends were proposed for initiation at the next meeting. In consequence of the very wet night, and the consequent small attendance, it was decided to adjourn the "Mock Council Meeting" till 8th June. The sum of £13 1s 5d was paid in by members, and the meeting closed with the usual honours.: [906, 333, 1092, 463]
brick-body: I BEG to notify that I have succeeded in turning out bricks of such reliable quality that I have been able to secure the contract to supply the whole of the bricks to be used in the erection of the new Masterton Gas Retort House, on the special recommendation of Messrs Vardian and Rose, architects for the works.: [27, 1366, 170, 1444]
professional-card: DE VAN SLYKE, SPECIALIST EYE, EAR, THROAT, AND NOSE. Consulting Rooms—BALLANCE STREET (Opposite Supreme Court), WELLINGTON. Two years' training at the leading Special Hospitals, New York, and a year and a-half at Moorfield's Eye Hospital and Golden Square Throat and Nose Hospital, London.: [471, 326, 596, 441]
local-general: [607, 855, 738, 1416]
heron-ad: [181, 915, 318, 985]
moffat-ad: [181, 985, 318, 1149]
list-item: Page 5—Cables and Telegrams.: [471, 896, 563, 905]
list-item: Page 2—Serial Story.: [471, 867, 534, 876]
article-paragraph: There are 13 motor cars licensed in the Borough of Masterton, and 13 motor cycles.: [906, 51, 1092, 71]
article-paragraph: The little four-year-old son of Mrs Warner, of Wawa (Hawke's Bay), was recently attacked by a rooster. The boy was playing when the fowl flew at and knocked him on the cheek with its claws. The wound did not appear severe, but an abscess formed, necessitating medical attention. When the abscess was lanced a hard substance was found which proved to be a claw of the bird.: [749, 532, 895, 622]
professional-card: PAGE AND PAGE SOLICITORS, EKETAHUNA, Money to Lend in any Sums at Lowest Current Rates of Interest.: [471, 127, 596, 194]
business-body: HAVING opened a TYPEWRITING BUREAU, we are prepared to undertake all kinds of Typing at current rates. Documents copied, Circulars mimeographed, Envelopes addressed, etc., etc. Save yourselves time and money by putting your work in our hands. Our Shorthand-Typist has had 10 years' experience, and we can therefore guarantee Satisfactory work. Ask for estimates before placing your orders, and you will find that it will pay you to allow us to do your work for you.: [329, 102, 460, 229]
settlers-ad: [181, 459, 318, 622]
nameplate-title: Wairarapa Age: [487, 977, 580, 1017]
article-paragraph: Dealing with the Masterton Trust Lands Trust's scholarship endowments, the annual report of the Trustees states that a large number of Masterton children are now being assisted in their university education by grants given from the Trust's funds. The Trustees feel great pleasure in being able to give such assistance towards the higher education of the boys and girls who have done credit to the school and district. For the coming year grants have been made, one of £40, and others of £10 each, making a total of £200.: [749, 729, 895, 849]
article-paragraph: Only five shooting licenses have so far this season been issued at the Eketahuna Post Office.: [607, 893, 738, 923]
blouse-sub: Smart Styles Marked at our Popular Low Prices.: [191, 136, 308, 158]
low-name: R. LOW,: [217, 1264, 282, 1284]
ball-line: FIT WELL,: [80, 465, 117, 475]
